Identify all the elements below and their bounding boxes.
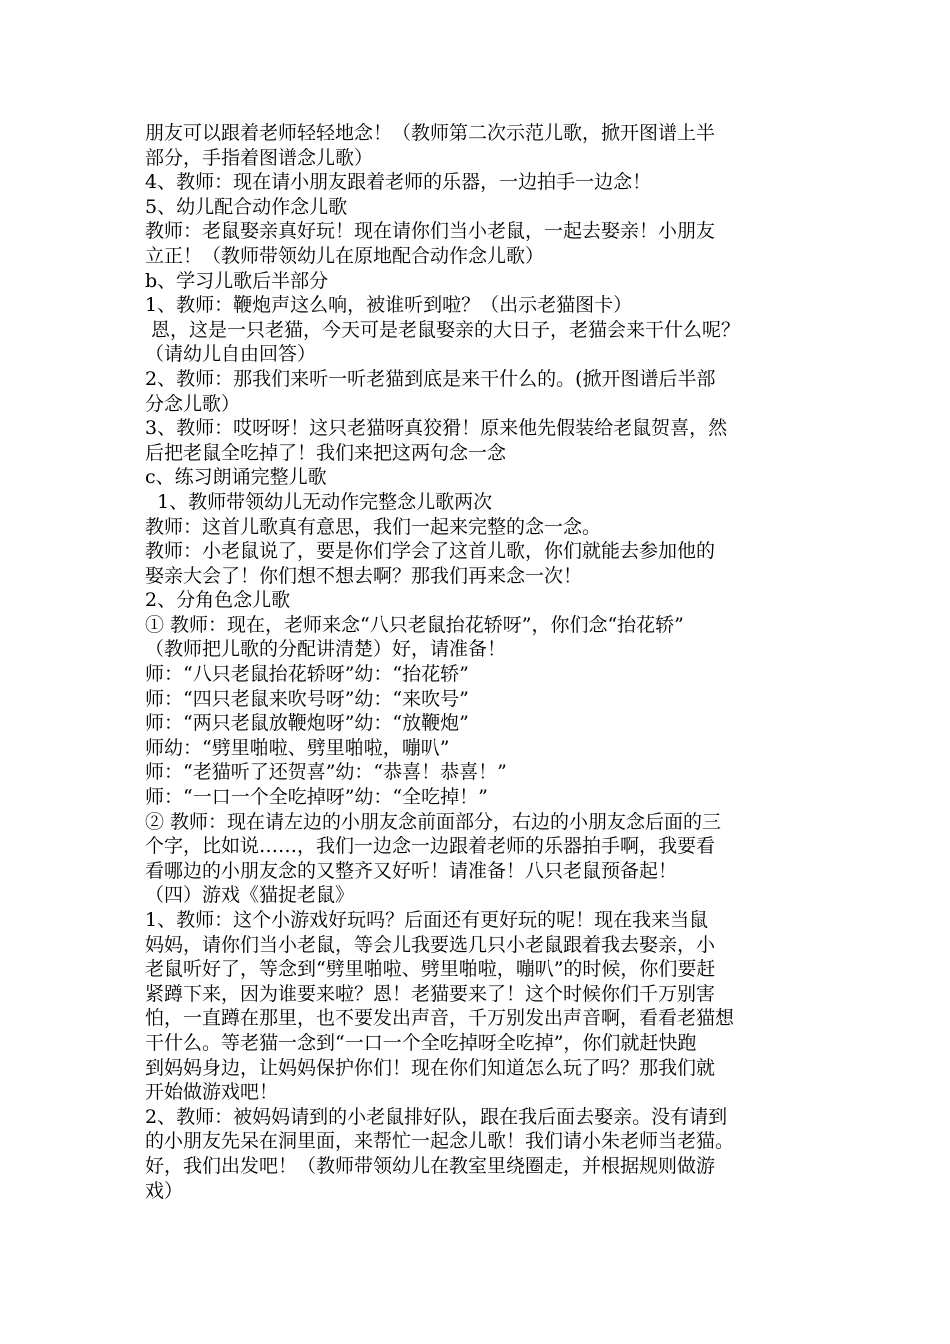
- text-line: 的小朋友先呆在洞里面，来帮忙一起念儿歌！我们请小朱老师当老猫。: [145, 1130, 735, 1153]
- text-line: 看哪边的小朋友念的又整齐又好听！请准备！八只老鼠预备起！: [145, 859, 678, 882]
- text-line: 到妈妈身边，让妈妈保护你们！现在你们知道怎么玩了吗？那我们就: [145, 1056, 716, 1079]
- text-line: 娶亲大会了！你们想不想去啊？那我们再来念一次！: [145, 564, 583, 587]
- text-line: 戏）: [145, 1179, 184, 1202]
- text-line: 5、幼儿配合动作念儿歌: [145, 195, 348, 218]
- text-line: ① 教师：现在，老师来念“八只老鼠抬花轿呀”，你们念“抬花轿”: [145, 613, 684, 636]
- text-line: 1、教师带领幼儿无动作完整念儿歌两次: [145, 490, 493, 513]
- text-line: 教师：小老鼠说了，要是你们学会了这首儿歌，你们就能去参加他的: [145, 540, 716, 563]
- text-line: c、练习朗诵完整儿歌: [145, 466, 327, 489]
- text-line: 好，我们出发吧！（教师带领幼儿在教室里绕圈走，并根据规则做游: [145, 1154, 716, 1177]
- text-line: 师：“一口一个全吃掉呀”幼：“全吃掉！”: [145, 786, 488, 809]
- text-line: 4、教师：现在请小朋友跟着老师的乐器，一边拍手一边念！: [145, 171, 652, 194]
- text-line: 怕，一直蹲在那里，也不要发出声音，千万别发出声音啊，看看老猫想: [145, 1007, 735, 1030]
- text-line: 后把老鼠全吃掉了！我们来把这两句念一念: [145, 441, 507, 464]
- text-line: 2、教师：那我们来听一听老猫到底是来干什么的。(掀开图谱后半部: [145, 367, 716, 390]
- text-line: 恩，这是一只老猫，今天可是老鼠娶亲的大日子，老猫会来干什么呢？: [145, 318, 741, 341]
- text-line: 朋友可以跟着老师轻轻地念！（教师第二次示范儿歌，掀开图谱上半: [145, 122, 716, 144]
- text-line: （四）游戏《猫捉老鼠》: [145, 884, 355, 907]
- text-line: 师：“两只老鼠放鞭炮呀”幼：“放鞭炮”: [145, 712, 469, 735]
- text-line: 教师：这首儿歌真有意思，我们一起来完整的念一念。: [145, 515, 602, 538]
- text-line: 1、教师：这个小游戏好玩吗？后面还有更好玩的呢！现在我来当鼠: [145, 909, 709, 931]
- text-line: 3、教师：哎呀呀！这只老猫呀真狡猾！原来他先假装给老鼠贺喜，然: [145, 417, 728, 440]
- text-line: 紧蹲下来，因为谁要来啦？恩！老猫要来了！这个时候你们千万别害: [145, 982, 716, 1005]
- text-line: 部分，手指着图谱念儿歌）: [145, 146, 374, 169]
- text-line: 师幼：“劈里啪啦、劈里啪啦，嘣叭”: [145, 736, 450, 759]
- text-line: 开始做游戏吧！: [145, 1081, 279, 1104]
- text-line: 妈妈，请你们当小老鼠，等会儿我要选几只小老鼠跟着我去娶亲，小: [145, 933, 716, 956]
- text-line: 个字，比如说……，我们一边念一边跟着老师的乐器拍手啊，我要看: [145, 835, 716, 858]
- text-line: 干什么。等老猫一念到“一口一个全吃掉呀全吃掉”，你们就赶快跑: [145, 1031, 697, 1054]
- text-line: 2、教师：被妈妈请到的小老鼠排好队，跟在我后面去娶亲。没有请到: [145, 1105, 728, 1128]
- text-line: （请幼儿自由回答）: [145, 343, 317, 366]
- text-line: 师：“八只老鼠抬花轿呀”幼：“抬花轿”: [145, 663, 469, 686]
- text-line: 立正！（教师带领幼儿在原地配合动作念儿歌）: [145, 244, 545, 267]
- text-line: 2、分角色念儿歌: [145, 589, 291, 612]
- text-line: 师：“老猫听了还贺喜”幼：“恭喜！恭喜！”: [145, 761, 507, 784]
- text-line: （教师把儿歌的分配讲清楚）好，请准备！: [145, 638, 507, 661]
- text-line: 教师：老鼠娶亲真好玩！现在请你们当小老鼠，一起去娶亲！小朋友: [145, 220, 716, 243]
- document-page: [145, 121, 825, 1203]
- text-line: 师：“四只老鼠来吹号呀”幼：“来吹号”: [145, 687, 469, 710]
- text-line: 1、教师：鞭炮声这么响，被谁听到啦？（出示老猫图卡）: [145, 294, 633, 317]
- text-line: ② 教师：现在请左边的小朋友念前面部分，右边的小朋友念后面的三: [145, 810, 722, 833]
- text-line: 分念儿歌）: [145, 392, 241, 415]
- text-line: 老鼠听好了，等念到“劈里啪啦、劈里啪啦，嘣叭”的时候，你们要赶: [145, 958, 716, 981]
- text-line: b、学习儿歌后半部分: [145, 269, 329, 292]
